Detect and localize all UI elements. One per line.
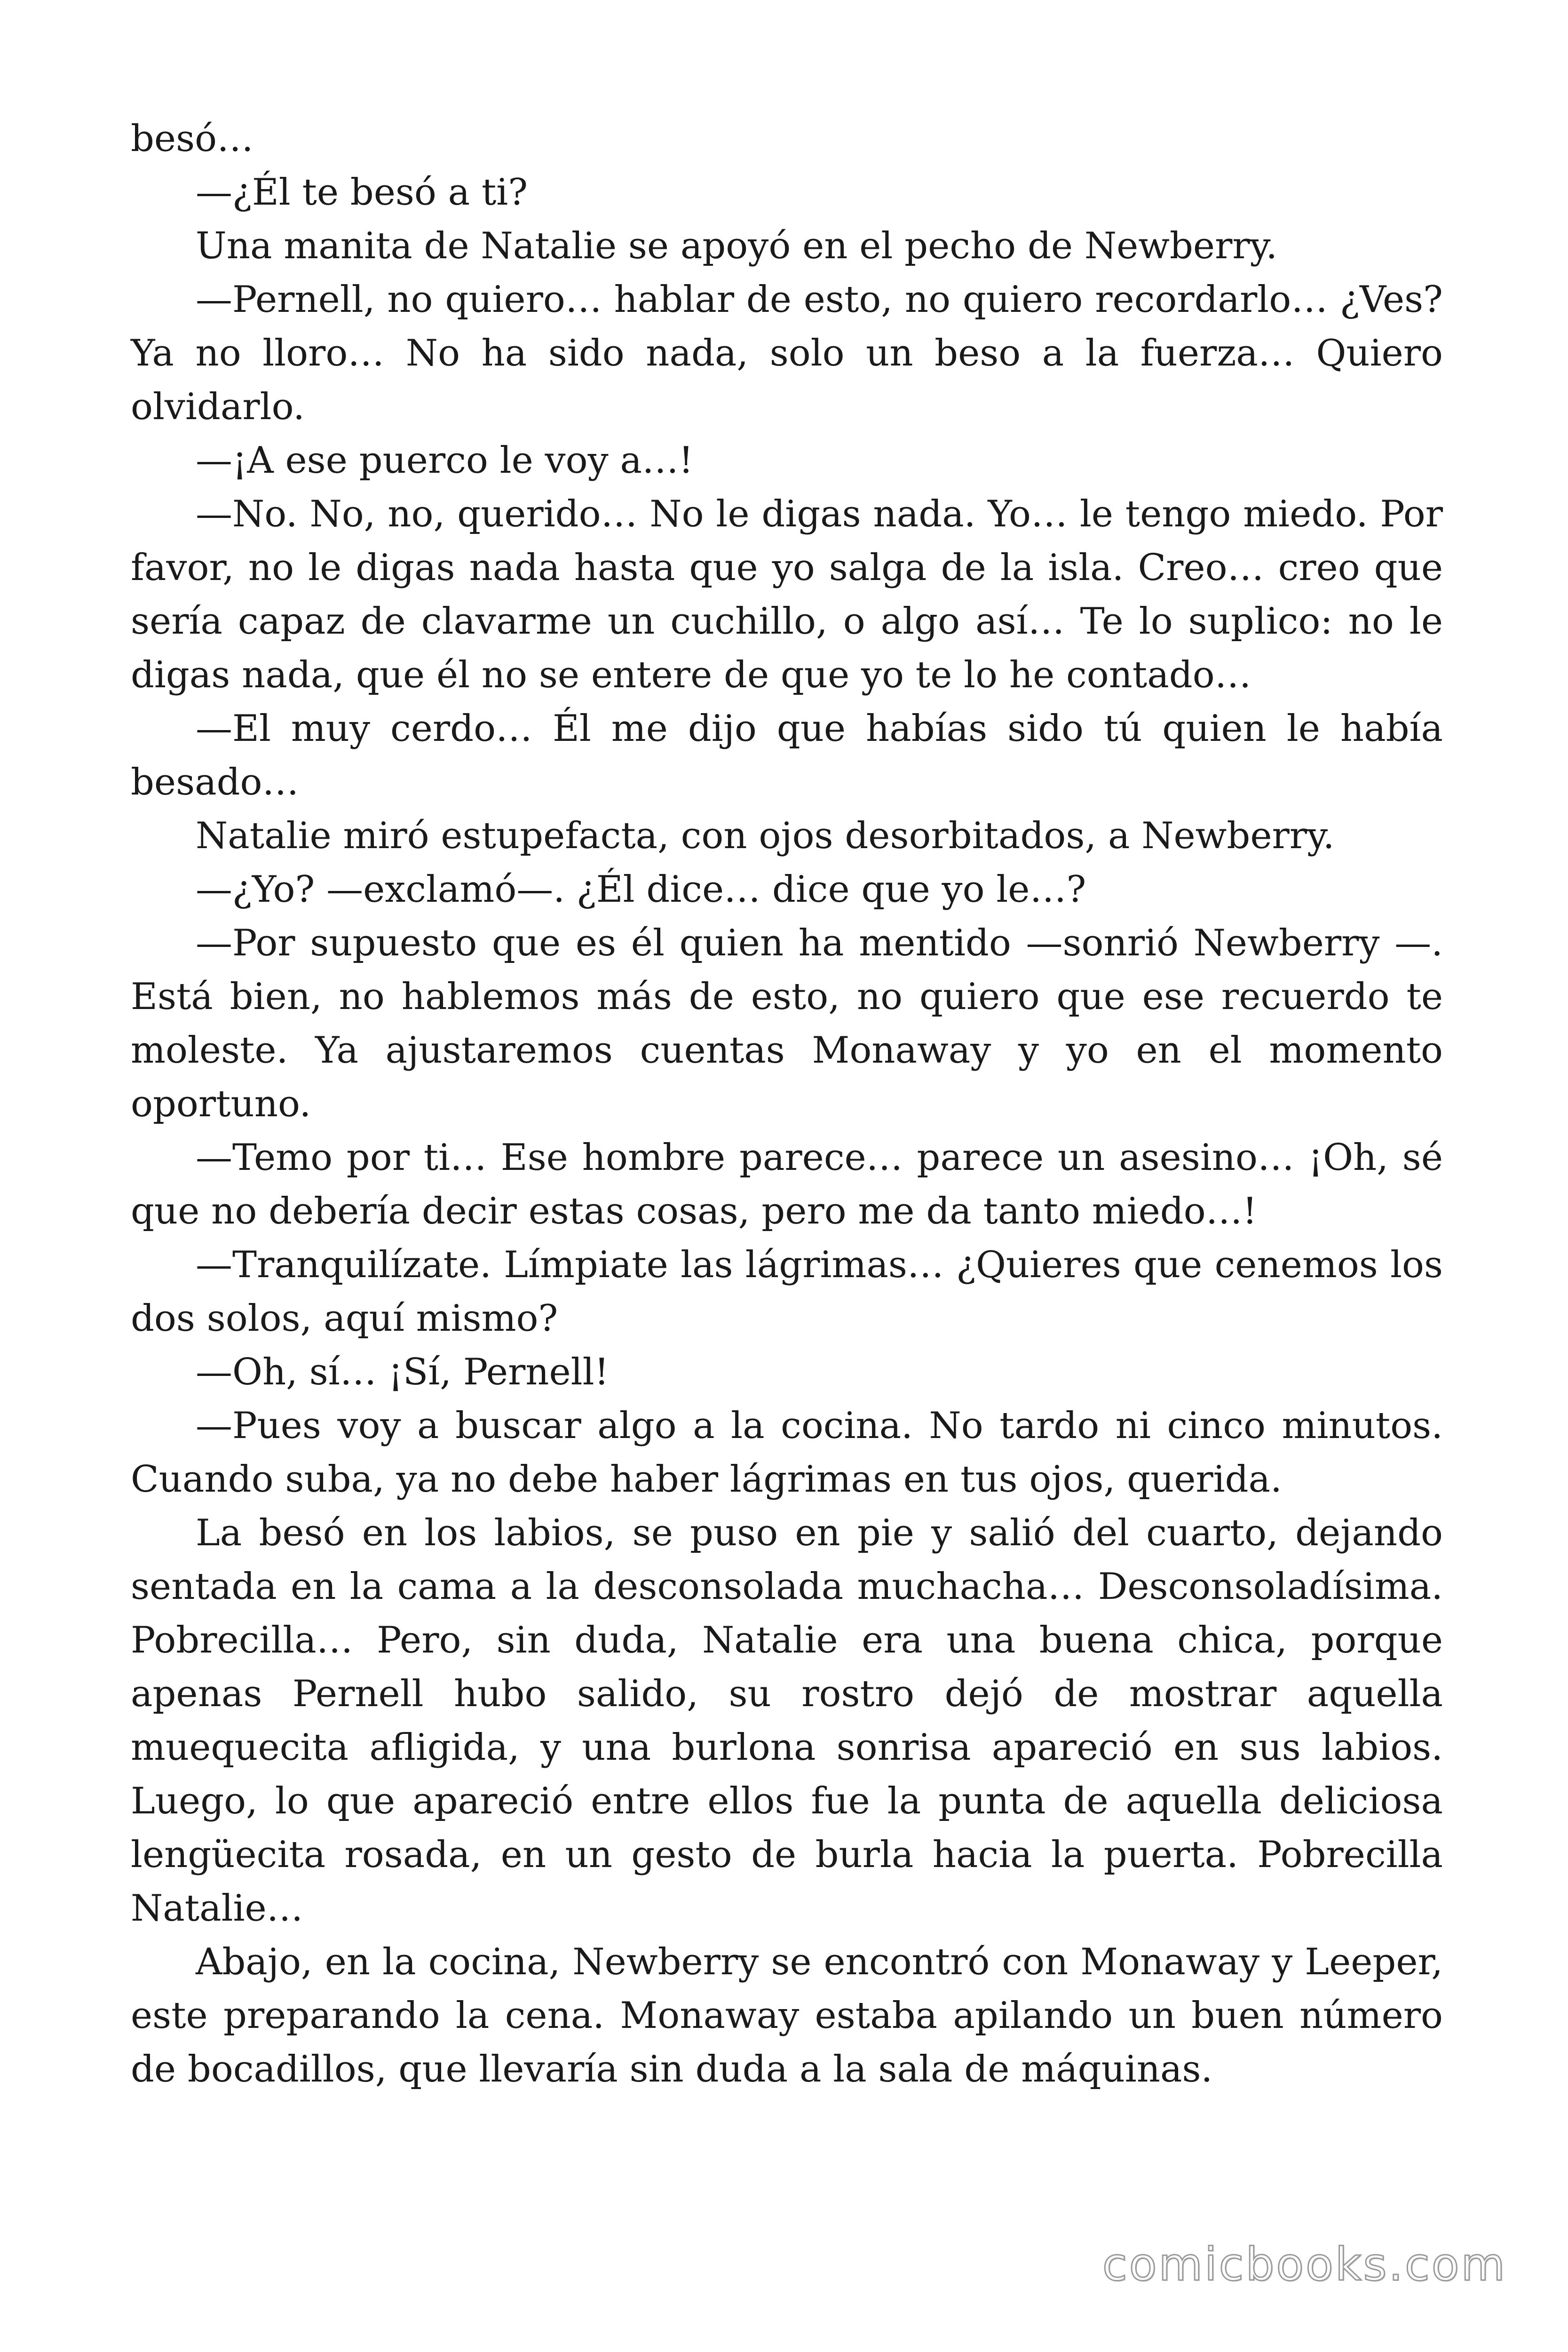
- paragraph: —Pues voy a buscar algo a la cocina. No tardo ni cinco minutos. Cuando suba, ya no debe haber lágrimas en tus ojos, querida.: [131, 1405, 1443, 1501]
- paragraph: besó…: [131, 118, 254, 160]
- paragraph: —¿Él te besó a ti?: [196, 171, 528, 214]
- paragraph: —¡A ese puerco le voy a…!: [196, 439, 694, 482]
- paragraph: Natalie miró estupefacta, con ojos desorbitados, a Newberry.: [196, 815, 1335, 857]
- paragraph: —Temo por ti… Ese hombre parece… parece un asesino… ¡Oh, sé que no debería decir estas cosas, pero me da tanto miedo…!: [131, 1136, 1443, 1232]
- paragraph: Abajo, en la cocina, Newberry se encontró con Monaway y Leeper, este preparando la cena. Monaway estaba apilando un buen número de bocadillos, que llevaría sin duda a la sala de máquinas.: [131, 1941, 1443, 2090]
- watermark-logo: comicbooks.com: [1102, 2238, 1507, 2291]
- paragraph: —¿Yo? —exclamó—. ¿Él dice… dice que yo le…?: [196, 868, 1086, 911]
- paragraph: —No. No, no, querido… No le digas nada. Yo… le tengo miedo. Por favor, no le digas nada hasta que yo salga de la isla. Creo… creo que sería capaz de clavarme un cuchillo, o algo así… Te lo suplico: no le digas nada, que él no se entere de que yo te lo he contado…: [131, 493, 1443, 696]
- paragraph: Una manita de Natalie se apoyó en el pecho de Newberry.: [196, 225, 1278, 267]
- paragraph: —Pernell, no quiero… hablar de esto, no quiero recordarlo… ¿Ves? Ya no lloro… No ha sido nada, solo un beso a la fuerza… Quiero olvidarlo.: [131, 278, 1443, 428]
- paragraph: —El muy cerdo… Él me dijo que habías sido tú quien le había besado…: [131, 707, 1443, 803]
- paragraph: La besó en los labios, se puso en pie y salió del cuarto, dejando sentada en la cama a la desconsolada muchacha… Desconsoladísima. Pobrecilla… Pero, sin duda, Natalie era una buena chica, porque apenas Pernell hubo salido, su rostro dejó de mostrar aquella muequecita afligida, y una burlona sonrisa apareció en sus labios. Luego, lo que apareció entre ellos fue la punta de aquella deliciosa lengüecita rosada, en un gesto de burla hacia la puerta. Pobrecilla Natalie…: [131, 1512, 1443, 1930]
- paragraph: —Tranquilízate. Límpiate las lágrimas… ¿Quieres que cenemos los dos solos, aquí mismo?: [131, 1244, 1443, 1340]
- page-body: [131, 112, 1443, 2096]
- paragraph: —Por supuesto que es él quien ha mentido —sonrió Newberry —. Está bien, no hablemos más de esto, no quiero que ese recuerdo te moleste. Ya ajustaremos cuentas Monaway y yo en el momento oportuno.: [131, 922, 1443, 1125]
- paragraph: —Oh, sí… ¡Sí, Pernell!: [196, 1351, 609, 1393]
